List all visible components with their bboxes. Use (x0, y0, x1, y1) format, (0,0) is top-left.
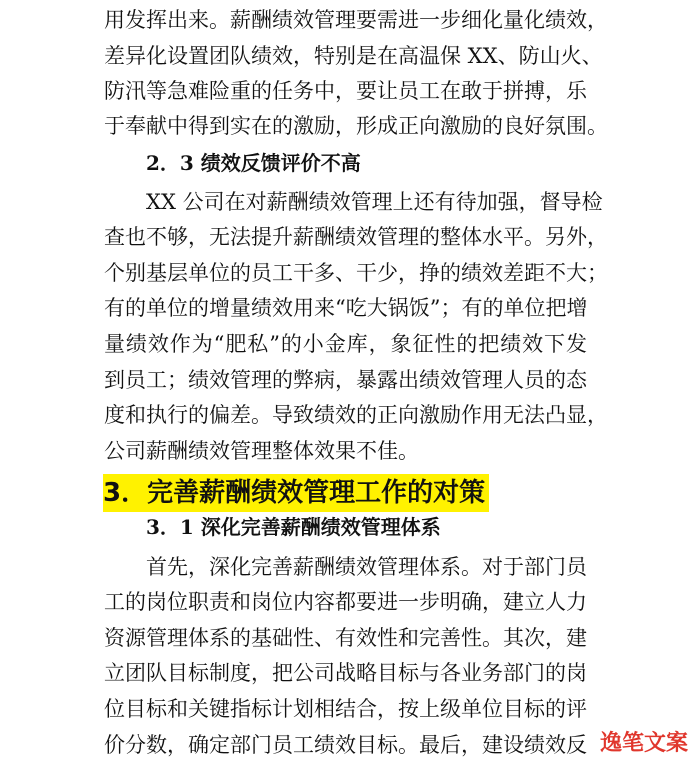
paragraph-3-line-1: 首先，深化完善薪酬绩效管理体系。对于部门员 (146, 555, 587, 579)
watermark-logo: 逸笔文案 (600, 731, 689, 756)
paragraph-1-line-4: 于奉献中得到实在的激励，形成正向激励的良好氛围。 (104, 114, 608, 138)
paragraph-3-line-2: 工的岗位职责和岗位内容都要进一步明确，建立人力 (104, 590, 587, 614)
paragraph-1-line-3: 防汛等急难险重的任务中，要让员工在敢于拼搏，乐 (104, 79, 587, 103)
paragraph-3-line-6: 价分数，确定部门员工绩效目标。最后，建设绩效反 (104, 733, 587, 757)
paragraph-1-line-1: 用发挥出来。薪酬绩效管理要需进一步细化量化绩效， (104, 8, 608, 32)
paragraph-2-line-6: 到员工；绩效管理的弊病，暴露出绩效管理人员的态 (104, 368, 587, 392)
paragraph-2-line-3: 个别基层单位的员工干多、干少，挣的绩效差距不大； (104, 261, 608, 285)
paragraph-1-line-2: 差异化设置团队绩效，特别是在高温保 XX、防山火、 (104, 44, 603, 68)
paragraph-2-line-1: XX 公司在对薪酬绩效管理上还有待加强，督导检 (146, 190, 603, 214)
paragraph-2-line-7: 度和执行的偏差。导致绩效的正向激励作用无法凸显， (104, 403, 608, 427)
section-heading-3-1: 3．1 深化完善薪酬绩效管理体系 (146, 515, 441, 539)
paragraph-2-line-2: 查也不够，无法提升薪酬绩效管理的整体水平。另外， (104, 225, 608, 249)
paragraph-2-line-8: 公司薪酬绩效管理整体效果不佳。 (104, 439, 419, 463)
paragraph-3-line-4: 立团队目标制度，把公司战略目标与各业务部门的岗 (104, 661, 587, 685)
section-heading-3: 3．完善薪酬绩效管理工作的对策 (103, 474, 489, 512)
paragraph-3-line-3: 资源管理体系的基础性、有效性和完善性。其次，建 (104, 626, 587, 650)
paragraph-2-line-5: 量绩效作为“肥私”的小金库，象征性的把绩效下发 (104, 332, 587, 356)
paragraph-3-line-5: 位目标和关键指标计划相结合，按上级单位目标的评 (104, 697, 587, 721)
paragraph-2-line-4: 有的单位的增量绩效用来“吃大锅饭”；有的单位把增 (104, 296, 588, 320)
section-heading-2-3: 2．3 绩效反馈评价不高 (146, 151, 361, 175)
